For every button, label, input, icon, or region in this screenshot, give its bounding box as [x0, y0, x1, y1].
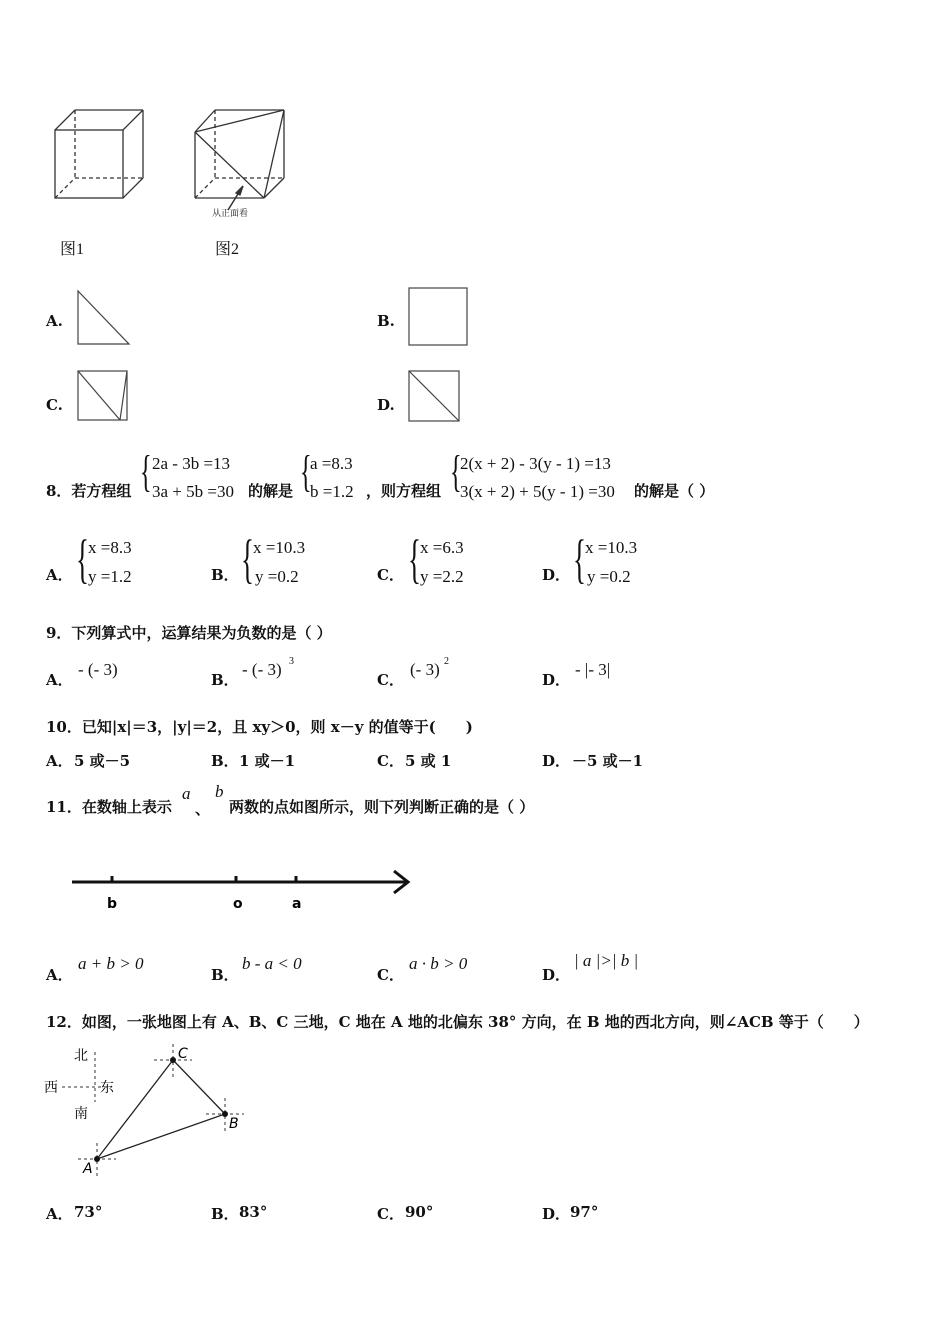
- map-diagram: [40, 1040, 260, 1180]
- q8-prefix: 8．若方程组: [46, 482, 132, 500]
- q10-stem: 10．已知|x|＝3，|y|＝2，且 xy＞0，则 x－y 的值等于( ): [46, 718, 473, 736]
- fig2-arrow-label: 从正面看: [212, 209, 249, 219]
- q12-option-a-text: 73°: [74, 1203, 103, 1221]
- q8-sys2-line1: 2(x + 2) - 3(y - 1) =13: [460, 454, 611, 473]
- q12-option-d-text: 97°: [570, 1203, 599, 1221]
- fig1-caption: 图1: [60, 241, 85, 258]
- q9-option-b-expr: - (- 3): [242, 660, 282, 679]
- q10-option-d-letter[interactable]: D．: [542, 752, 571, 770]
- q8-mid1: 的解是: [248, 482, 294, 500]
- q10-option-d-text: －5 或－1: [572, 752, 644, 770]
- q8-sol-line2: b =1.2: [310, 482, 354, 501]
- q8-option-b-line1: x =10.3: [253, 538, 306, 557]
- q9-option-c-letter[interactable]: C．: [377, 671, 404, 689]
- q11-option-c-letter[interactable]: C．: [377, 966, 404, 984]
- cube-figure-1: [55, 110, 143, 198]
- q11-option-a-letter[interactable]: A．: [46, 966, 73, 984]
- q8-sys2-brace: {: [450, 447, 462, 496]
- compass-west: 西: [44, 1080, 58, 1096]
- q7-option-b-figure: [406, 285, 470, 349]
- q9-option-c-expr: (- 3): [410, 660, 440, 679]
- point-c: [170, 1057, 176, 1063]
- axis-label-b: b: [107, 896, 118, 912]
- q8-sol-line1: a =8.3: [310, 454, 353, 473]
- q8-option-d-brace: {: [573, 529, 586, 589]
- label-c: C: [178, 1046, 188, 1062]
- q12-option-c-text: 90°: [405, 1203, 434, 1221]
- q8-option-a-brace: {: [76, 529, 89, 589]
- q11-stem-a: 11．在数轴上表示: [46, 798, 172, 816]
- q11-option-b-expr: b - a < 0: [242, 954, 302, 973]
- q8-option-b-letter[interactable]: B．: [211, 566, 239, 584]
- q9-option-d-expr: - |- 3|: [575, 660, 611, 679]
- q8-option-c-brace: {: [408, 529, 421, 589]
- q9-option-a-expr: - (- 3): [78, 660, 118, 679]
- q8-mid2: ，则方程组: [366, 482, 442, 500]
- q12-option-a-letter[interactable]: A．: [46, 1205, 73, 1223]
- q9-option-c-sup: 2: [444, 656, 449, 667]
- q7-option-a-figure: [75, 288, 133, 348]
- label-a: A: [83, 1161, 93, 1177]
- q8-suffix: 的解是（ ）: [634, 482, 715, 500]
- q10-option-a-letter[interactable]: A．: [46, 752, 73, 770]
- q8-sys1-line2: 3a + 5b =30: [152, 482, 234, 501]
- fig2-caption: 图2: [215, 241, 240, 258]
- q12-option-c-letter[interactable]: C．: [377, 1205, 404, 1223]
- q8-option-d-line1: x =10.3: [585, 538, 638, 557]
- q7-option-a-letter[interactable]: A.: [46, 312, 63, 330]
- compass-south: 南: [74, 1106, 88, 1122]
- q10-option-b-letter[interactable]: B．: [211, 752, 239, 770]
- q8-option-a-line1: x =8.3: [88, 538, 132, 557]
- axis-label-a: a: [292, 896, 302, 912]
- compass-north: 北: [74, 1048, 88, 1064]
- q8-sol-brace: {: [300, 447, 312, 496]
- q11-option-d-letter[interactable]: D．: [542, 966, 571, 984]
- q10-option-c-text: 5 或 1: [405, 752, 452, 770]
- q11-sep: 、: [195, 800, 211, 818]
- q9-option-b-sup: 3: [289, 656, 294, 667]
- q7-option-d-figure: [406, 368, 462, 424]
- q9-option-a-letter[interactable]: A．: [46, 671, 73, 689]
- q11-var-b: b: [215, 782, 224, 801]
- q8-sys1-brace: {: [140, 447, 152, 496]
- q7-option-b-letter[interactable]: B.: [377, 312, 395, 330]
- q11-stem-b: 两数的点如图所示，则下列判断正确的是（ ）: [229, 798, 535, 816]
- q12-option-d-letter[interactable]: D．: [542, 1205, 571, 1223]
- q8-option-a-line2: y =1.2: [88, 567, 132, 586]
- q11-var-a: a: [182, 784, 191, 803]
- q8-sys2-line2: 3(x + 2) + 5(y - 1) =30: [460, 482, 615, 501]
- q8-option-c-line1: x =6.3: [420, 538, 464, 557]
- q9-option-b-letter[interactable]: B．: [211, 671, 239, 689]
- compass-east: 东: [100, 1080, 114, 1096]
- number-line: [60, 862, 420, 912]
- q8-option-c-line2: y =2.2: [420, 567, 464, 586]
- triangle-acb: [97, 1060, 225, 1159]
- q8-option-a-letter[interactable]: A．: [46, 566, 73, 584]
- q11-option-a-expr: a + b > 0: [78, 954, 144, 973]
- q8-sys1-line1: 2a - 3b =13: [152, 454, 231, 473]
- q8-option-c-letter[interactable]: C．: [377, 566, 404, 584]
- q10-option-b-text: 1 或－1: [239, 752, 296, 770]
- q10-option-c-letter[interactable]: C．: [377, 752, 404, 770]
- q8-option-b-line2: y =0.2: [255, 567, 299, 586]
- q12-option-b-letter[interactable]: B．: [211, 1205, 239, 1223]
- q9-option-d-letter[interactable]: D．: [542, 671, 571, 689]
- label-b: B: [229, 1116, 239, 1132]
- q8-option-d-letter[interactable]: D．: [542, 566, 571, 584]
- point-b: [222, 1111, 228, 1117]
- q11-option-c-expr: a · b > 0: [409, 954, 468, 973]
- q11-option-b-letter[interactable]: B．: [211, 966, 239, 984]
- q8-option-d-line2: y =0.2: [587, 567, 631, 586]
- cube-figure-2: [195, 110, 284, 210]
- point-a: [94, 1156, 100, 1162]
- q12-option-b-text: 83°: [239, 1203, 268, 1221]
- axis-label-o: o: [233, 896, 243, 912]
- q12-stem: 12．如图，一张地图上有 A、B、C 三地，C 地在 A 地的北偏东 38° 方向，在 B 地的西北方向，则∠ACB 等于（ ）: [46, 1013, 869, 1031]
- q7-option-c-letter[interactable]: C.: [46, 396, 63, 414]
- q11-option-d-expr: | a |>| b |: [574, 951, 639, 970]
- q7-option-d-letter[interactable]: D.: [377, 396, 395, 414]
- q10-option-a-text: 5 或－5: [74, 752, 131, 770]
- q7-option-c-figure: [75, 368, 131, 424]
- q8-option-b-brace: {: [241, 529, 254, 589]
- q9-stem: 9．下列算式中，运算结果为负数的是（ ）: [46, 624, 332, 642]
